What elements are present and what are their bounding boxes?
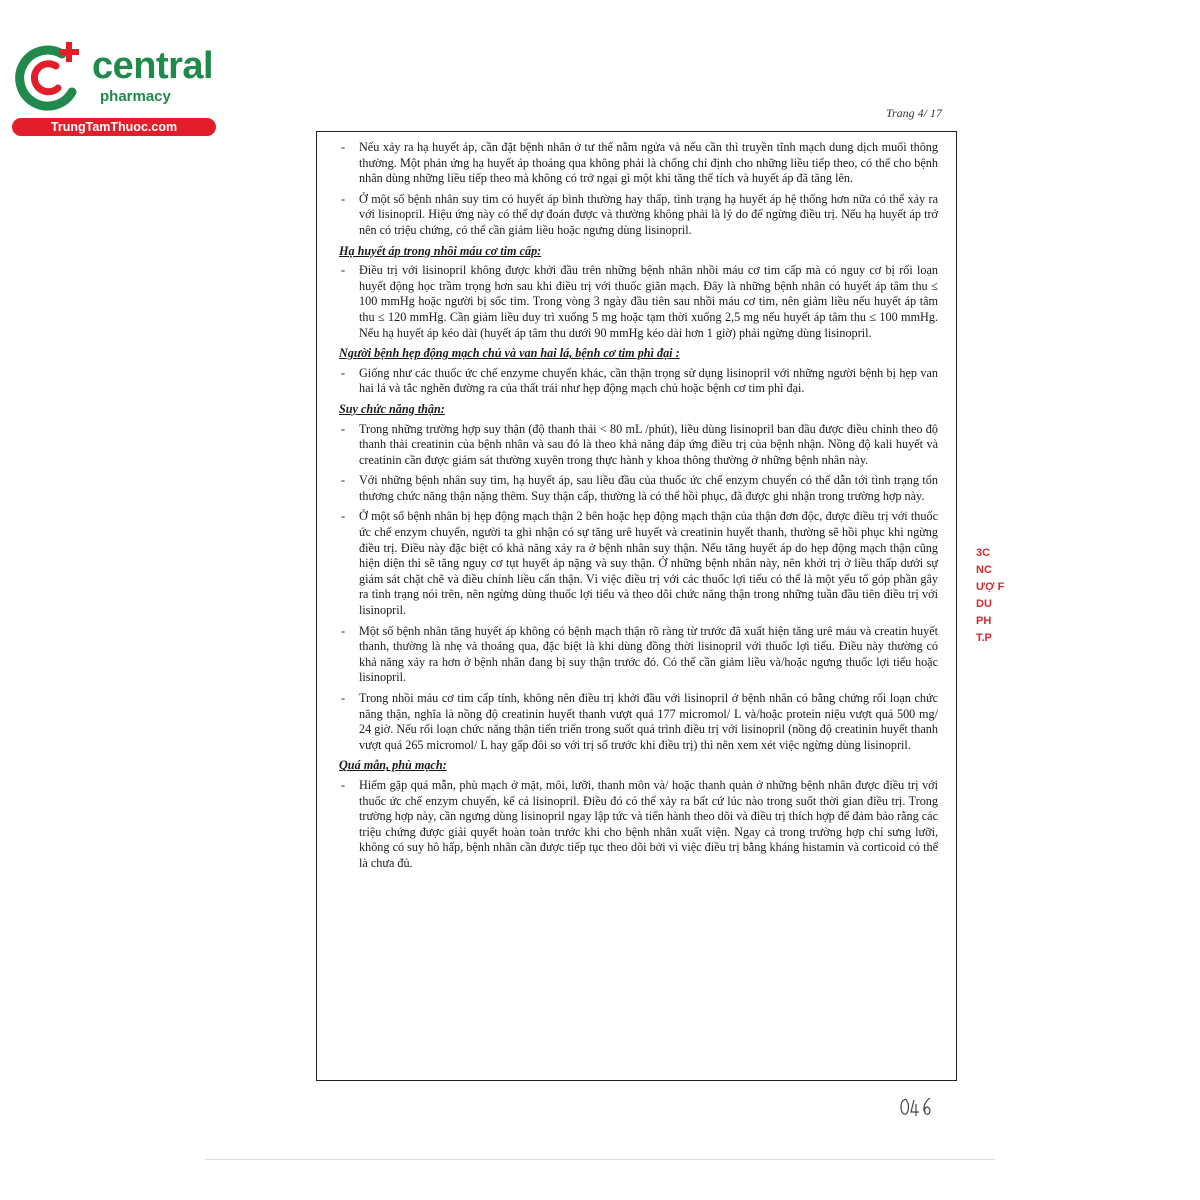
stamp-text: T.P xyxy=(976,632,992,644)
list-item: - Ở một số bệnh nhân suy tim có huyết áp bình thường hay thấp, tình trạng hạ huyết áp hệ thống hơn nữa có thể xảy ra với lisinopril. Hiệu ứng này có thể dự đoán được và thường không phải là lý do để ngừng điều trị. Nếu hạ huyết áp trở nên có triệu chứng, có thể cần giảm liều hoặc ngưng dùng lisinopril. xyxy=(339,192,938,239)
document-content-box xyxy=(316,131,957,1081)
red-stamp-fragment xyxy=(976,545,1006,685)
brand-name: central xyxy=(92,45,214,87)
bottom-divider xyxy=(205,1159,995,1160)
list-item: - Giống như các thuốc ức chế enzyme chuyển khác, cần thận trọng sử dụng lisinopril với những người bệnh bị hẹp van hai lá và tắc nghẽn đường ra của thất trái như hẹp động mạch chủ hoặc bệnh cơ tim phì đại. xyxy=(339,366,938,397)
stamp-text: NC xyxy=(976,564,992,576)
brand-site-link[interactable]: TrungTamThuoc.com xyxy=(12,118,216,136)
list-item: - Với những bệnh nhân suy tim, hạ huyết áp, sau liều đầu của thuốc ức chế enzym chuyển có thể dẫn tới tình trạng tổn thương chức năng thận nặng thêm. Suy thận cấp, thường là có thể hồi phục, đã được ghi nhận trong trường hợp này. xyxy=(339,473,938,504)
list-item: - Trong những trường hợp suy thận (độ thanh thải < 80 mL /phút), liều dùng lisinopril ban đầu được điều chỉnh theo độ thanh thải creatinin của bệnh nhân và sau đó là theo khả năng đáp ứng điều trị của bệnh nhận. Nồng độ kali huyết và creatinin cần được giám sát thường xuyên trong thực hành y khoa thông thường ở những bệnh nhân này. xyxy=(339,422,938,469)
list-item: - Trong nhồi máu cơ tim cấp tính, không nên điều trị khởi đầu với lisinopril ở bệnh nhân có bằng chứng rối loạn chức năng thận, nghĩa là nồng độ creatinin huyết thanh vượt quá 177 micromol/ L và/hoặc protein niệu vượt quá 500 mg/ 24 giờ. Nếu rối loạn chức năng thận tiến triển trong suốt quá trình điều trị với lisinopril (nồng độ creatinin huyết thanh vượt quá 265 micromol/ L hay gấp đôi so với trị số trước khi điều trị) thì nên xem xét việc ngừng dùng lisinopril. xyxy=(339,691,938,753)
stamp-text: DU xyxy=(976,598,992,610)
stamp-text: ƯỢ F xyxy=(976,581,1005,593)
stamp-text: PH xyxy=(976,615,992,627)
section-heading: Quá mẫn, phù mạch: xyxy=(339,758,447,773)
section-heading: Hạ huyết áp trong nhồi máu cơ tim cấp: xyxy=(339,243,542,258)
brand-subtitle: pharmacy xyxy=(100,88,171,105)
list-item: - Hiếm gặp quá mẫn, phù mạch ở mặt, môi, lưỡi, thanh môn và/ hoặc thanh quản ở những bệnh nhân được điều trị với thuốc ức chế enzym chuyển, kể cả lisinopril. Điều đó có thể xảy ra bất cứ lúc nào trong suốt thời gian điều trị. Trong trường hợp này, cần ngưng dùng lisinopril ngay lập tức và tiến hành theo dõi và điều trị thích hợp để đảm bảo rằng các triệu chứng được giải quyết hoàn toàn trước khi cho bệnh nhân xuất viện. Ngay cả trong trường hợp chỉ sưng lưỡi, không có suy hô hấp, bệnh nhân cần được tiếp tục theo dõi bởi vì việc điều trị bằng kháng histamin và corticoid có thể là chưa đủ. xyxy=(339,778,938,872)
list-item: - Ở một số bệnh nhân bị hẹp động mạch thận 2 bên hoặc hẹp động mạch thận của thận đơn độc, được điều trị với thuốc ức chế enzym chuyển, người ta ghi nhận có sự tăng urê huyết và creatinin huyết thanh, thường sẽ hồi phục khi ngừng điều trị. Điều này đặc biệt có khả năng xảy ra ở bệnh nhân suy thận. Nếu tăng huyết áp do hẹp động mạch thận cũng hiện diện thì sẽ tăng nguy cơ tụt huyết áp nặng và suy thận. Ở những bệnh nhân này, nên khởi trị ở liều thấp dưới sự giám sát chặt chẽ và điều chỉnh liều cẩn thận. Vì việc điều trị với các thuốc lợi tiểu có thể là một yếu tố góp phần gây ra tình trạng nói trên, nên ngừng dùng thuốc lợi tiểu và theo dõi chức năng thận trong những tuần đầu tiên điều trị với lisinopril. xyxy=(339,509,938,618)
stamp-text: 3C xyxy=(976,547,991,559)
central-pharmacy-logo-icon xyxy=(12,40,88,116)
section-heading: Người bệnh hẹp động mạch chủ và van hai lá, bệnh cơ tim phì đại : xyxy=(339,346,680,361)
section-heading: Suy chức năng thận: xyxy=(339,401,445,416)
list-item: - Điều trị với lisinopril không được khởi đầu trên những bệnh nhân nhồi máu cơ tim cấp mà có nguy cơ bị rối loạn huyết động học trầm trọng hơn sau khi điều trị với thuốc giãn mạch. Đây là những bệnh nhân có huyết áp tâm thu ≤ 100 mmHg hoặc người bị sốc tim. Trong vòng 3 ngày đầu tiên sau nhồi máu cơ tim, nên giảm liều nếu huyết áp tâm thu ≤ 120 mmHg. Cần giảm liều duy trì xuống 5 mg hoặc tạm thời xuống 2,5 mg nếu huyết áp tâm thu ≤ 100 mmHg. Nếu hạ huyết áp kéo dài (huyết áp tâm thu dưới 90 mmHg kéo dài hơn 1 giờ) phải ngừng dùng lisinopril. xyxy=(339,263,938,341)
list-item: - Một số bệnh nhân tăng huyết áp không có bệnh mạch thận rõ ràng từ trước đã xuất hiện tăng urê máu và creatin huyết thanh, thường là nhẹ và thoáng qua, đặc biệt là khi dùng đồng thời lisinopril với thuốc lợi tiểu. Điều này thường có khả năng xảy ra hơn ở bệnh nhân đang bị suy thận trước đó. Có thể cần giảm liều và/hoặc ngưng thuốc lợi tiểu hoặc lisinopril. xyxy=(339,624,938,686)
handwritten-signature xyxy=(898,1092,938,1120)
brand-logo xyxy=(8,36,218,136)
list-item: - Nếu xảy ra hạ huyết áp, cần đặt bệnh nhân ở tư thế nằm ngửa và nếu cần thì truyền tĩnh mạch dung dịch muối thông thường. Một phản ứng hạ huyết áp thoáng qua không phải là chống chỉ định cho những liều tiếp theo, có thể cho bệnh nhân dùng những liều tiếp theo mà không có trở ngại gì một khi tăng thể tích và huyết áp đã tăng lên. xyxy=(339,140,938,187)
page-number: Trang 4/ 17 xyxy=(885,106,942,120)
